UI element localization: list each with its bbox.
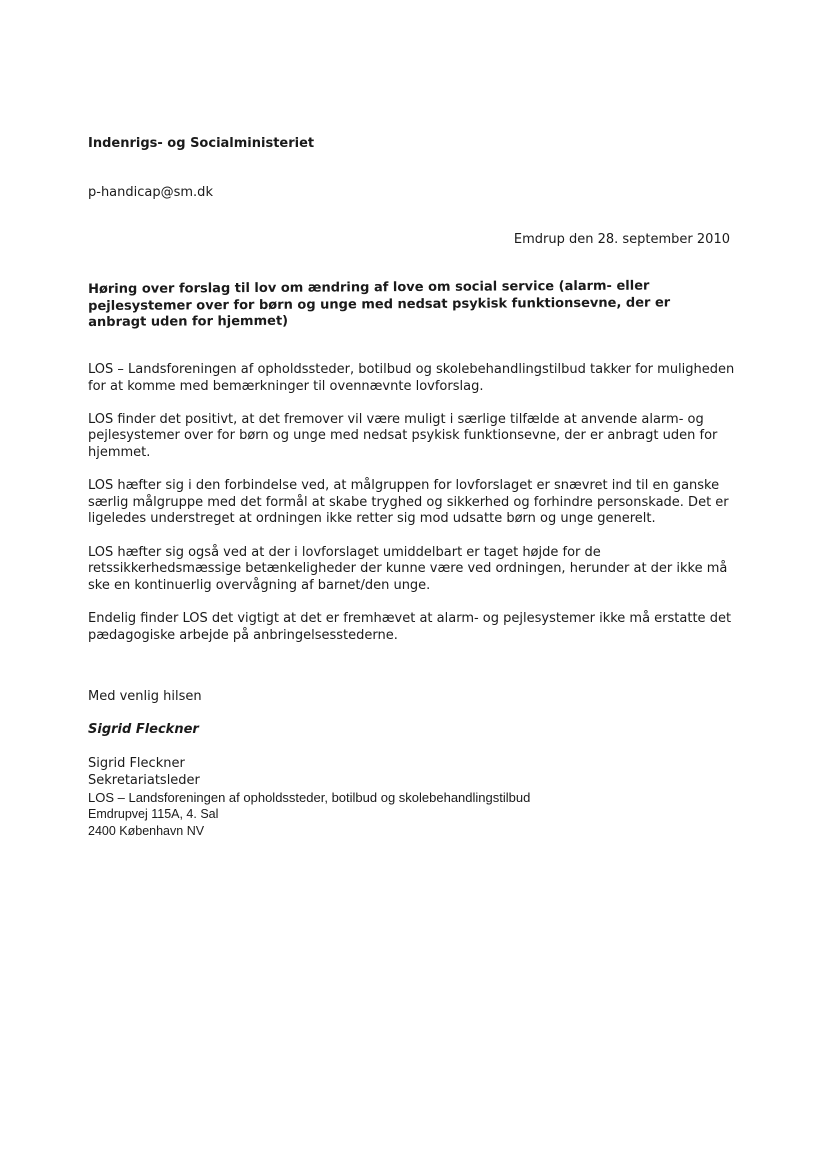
sender-organization: LOS – Landsforeningen af opholdssteder, botilbud og skolebehandlingstilbud: [88, 790, 531, 805]
sender-title: Sekretariatsleder: [88, 773, 200, 788]
letter-body: [88, 362, 738, 661]
sender-block: [88, 755, 530, 840]
paragraph-2: LOS finder det positivt, at det fremover vil være muligt i særlige tilfælde at anvende alarm- og pejlesystemer over for børn og unge med nedsat psykisk funktionsevne, der er anbragt uden for hjemmet.: [88, 411, 718, 460]
paragraph-3: LOS hæfter sig i den forbindelse ved, at målgruppen for lovforslaget er snævret ind til en ganske særlig målgruppe med det formål at skabe tryghed og sikkerhed og forhindre personskade. Det er ligeledes understreget at ordningen ikke retter sig mod udsatte børn og unge generelt.: [88, 478, 729, 527]
dateline: Emdrup den 28. september 2010: [513, 232, 730, 247]
closing-greeting: Med venlig hilsen: [88, 689, 202, 704]
sender-name: Sigrid Fleckner: [88, 756, 185, 771]
subject-heading: Høring over forslag til lov om ændring af love om social service (alarm- eller pejlesystemer over for børn og unge med nedsat psykisk funktionsevne, der er anbragt uden for hjemmet): [88, 278, 671, 330]
paragraph-1: LOS – Landsforeningen af opholdssteder, botilbud og skolebehandlingstilbud takker for muligheden for at komme med bemærkninger til ovennævnte lovforslag.: [88, 362, 735, 394]
recipient-email: p-handicap@sm.dk: [88, 185, 213, 200]
paragraph-4: LOS hæfter sig også ved at der i lovforslaget umiddelbart er taget højde for de retssikkerhedsmæssige betænkeligheder der kunne være ved ordningen, herunder at der ikke må ske en kontinuerlig overvågning af barnet/den unge.: [88, 544, 728, 593]
signature: Sigrid Fleckner: [88, 722, 199, 737]
sender-city: 2400 København NV: [88, 824, 205, 838]
sender-street: Emdrupvej 115A, 4. Sal: [88, 807, 219, 821]
recipient-heading: Indenrigs- og Socialministeriet: [88, 136, 315, 151]
paragraph-5: Endelig finder LOS det vigtigt at det er fremhævet at alarm- og pejlesystemer ikke må erstatte det pædagogiske arbejde på anbringelsesstederne.: [88, 610, 732, 643]
